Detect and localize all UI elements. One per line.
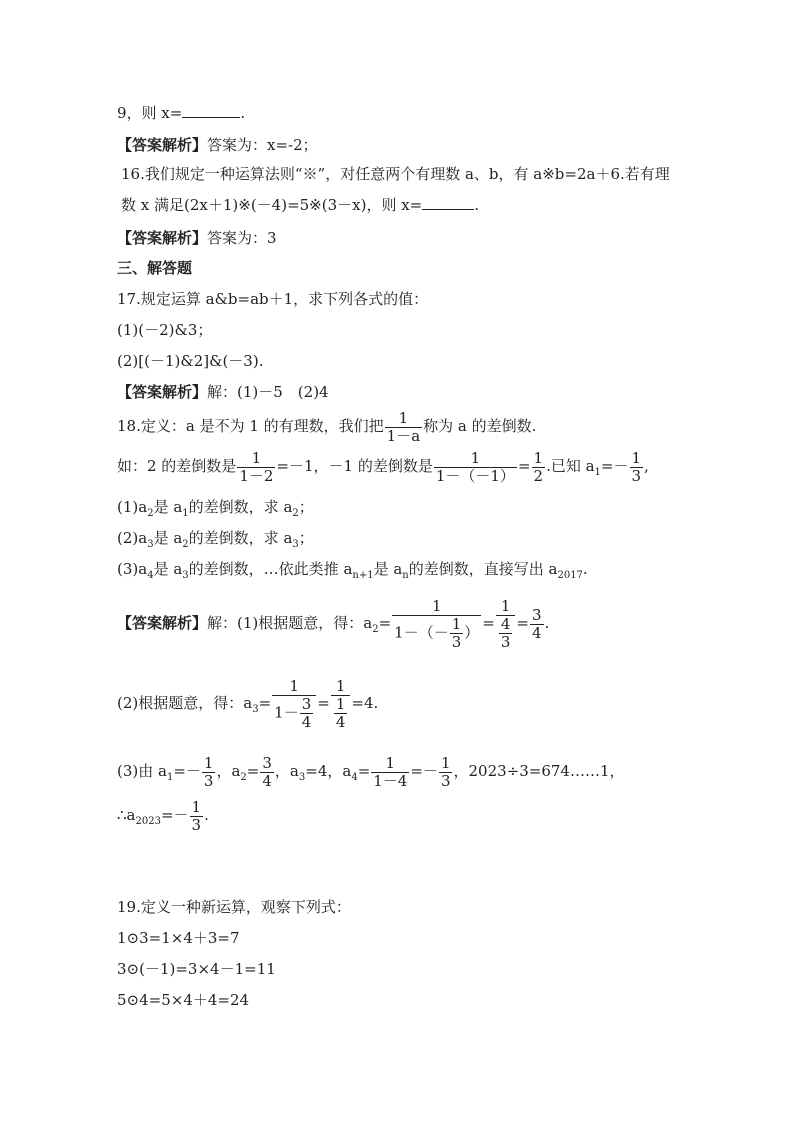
answer-18-part3: (3)由 $a_1=-$ $\frac{1}{3}$ ，$a_2=$ $\frac{3}{4}$ ，$a_3=4$，$a_4=$ $\frac{1}{1-4}$ =－ $\frac{1}{3}$ ，2023÷3=674……1，	[117, 753, 625, 790]
fraction: $\frac{1}{3}$	[191, 797, 202, 834]
answer-16: 【答案解析】答案为：3	[117, 229, 277, 247]
q17-line1: 17.规定运算 a&b=ab＋1，求下列各式的值：	[117, 290, 429, 308]
answer-blank	[182, 103, 240, 118]
answer-18-part2: (2)根据题意，得：$a_3=$ 1 1－ $\frac{3}{4}$ = $\frac{1}{\frac{1}{4}}$ =4.	[117, 676, 379, 731]
fraction: $\frac{3}{4}$	[262, 753, 272, 790]
fraction: $\frac{3}{4}$	[301, 694, 312, 731]
fraction: $\frac{1}{\frac{1}{4}}$	[331, 678, 351, 731]
q17-line2: (1)(－2)&3；	[117, 321, 213, 339]
answer-blank	[422, 195, 474, 210]
fraction: $\frac{1}{\frac{4}{3}}$	[496, 598, 516, 651]
q9-line: 9，则 x= .	[117, 104, 246, 122]
fraction: $\frac{1}{3}$	[451, 614, 462, 651]
q18-line2: 如：2 的差倒数是 $\frac{1}{1-2}$ =－1，－1 的差倒数是 $\frac{1}{1-(-1)}$ = $\frac{1}{2}$ .已知 $a_1=-$ $\frac{1}{3}$ ,	[117, 448, 649, 485]
q18-line1: 18.定义：a 是不为 1 的有理数，我们把 $\frac{1}{1-a}$ 称为 a 的差倒数.	[117, 408, 537, 445]
answer-18-part1: 【答案解析】解：(1)根据题意，得：$a_2=$ 1 1－（－ $\frac{1}{3}$ ） = $\frac{1}{\frac{4}{3}}$ = $\frac{3}{4}$ .	[117, 596, 550, 651]
fraction: $\frac{1}{3}$	[203, 753, 214, 790]
fraction: $\frac{1}{3}$	[631, 448, 642, 485]
answer-9: 【答案解析】答案为：x=-2；	[117, 136, 318, 154]
fraction: $\frac{1}{1-2}$	[239, 448, 274, 485]
q18-part3: $(3)a_4$是 $a_3$的差倒数，…依此类推 $a_{n+1}$是 $a_n$的差倒数，直接写出 $a_{2017}$.	[117, 560, 588, 581]
q16-line1: 16.我们规定一种运算法则“※”，对任意两个有理数 a、b，有 a※b=2a＋6.若有理	[121, 165, 670, 183]
q16-line2: 数 x 满足(2x＋1)※(－4)=5※(3－x)，则 x= .	[121, 196, 480, 214]
fraction: 1 1－ $\frac{3}{4}$	[272, 678, 316, 731]
fraction: $\frac{1}{1-a}$	[386, 408, 421, 445]
q19-line3: 3⊙(－1)=3×4－1=11	[117, 960, 276, 978]
fraction: $\frac{1}{1-(-1)}$	[435, 448, 515, 485]
q18-part2: $(2)a_3$是 $a_2$的差倒数，求 $a_3$；	[117, 529, 314, 550]
answer-17: 【答案解析】解：(1)－5 (2)4	[117, 383, 329, 401]
fraction: $\frac{1}{3}$	[440, 753, 451, 790]
fraction: $\frac{1}{2}$	[533, 448, 544, 485]
q19-line2: 1⊙3=1×4＋3=7	[117, 929, 240, 947]
fraction: $\frac{4}{3}$	[500, 614, 511, 651]
fraction: $\frac{1}{4}$	[335, 694, 346, 731]
q19-line1: 19.定义一种新运算，观察下列式：	[117, 898, 351, 916]
answer-18-conclusion: $\therefore a_{2023}=-$ $\frac{1}{3}$ .	[117, 797, 209, 834]
fraction: 1 1－（－ $\frac{1}{3}$ ）	[394, 596, 480, 651]
fraction: $\frac{1}{1-4}$	[373, 753, 408, 790]
q18-part1: $(1)a_2$是 $a_1$的差倒数，求 $a_2$；	[117, 498, 314, 519]
fraction: $\frac{3}{4}$	[531, 605, 542, 642]
section-heading: 三、解答题	[117, 259, 193, 277]
q19-line4: 5⊙4=5×4＋4=24	[117, 991, 250, 1009]
q17-line3: (2)[(－1)&2]&(－3).	[117, 352, 264, 370]
